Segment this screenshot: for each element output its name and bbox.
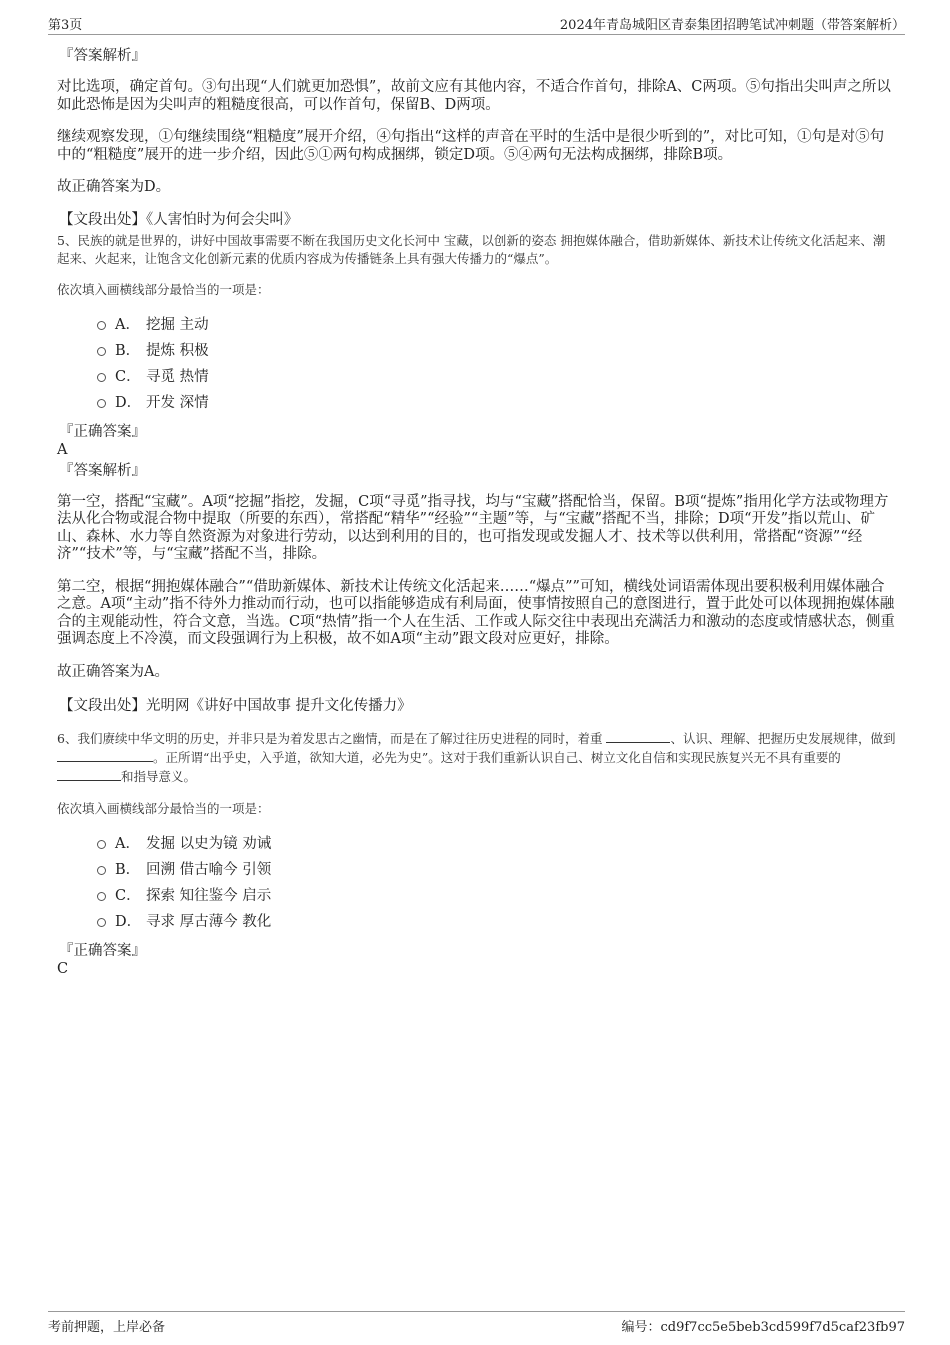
source-line: 【文段出处】光明网《讲好中国故事 提升文化传播力》	[59, 698, 412, 714]
question-5: 5、民族的就是世界的，讲好中国故事需要不断在我国历史文化长河中 宝藏，以创新的姿态 拥抱媒体融合，借助新媒体、新技术让传统文化活起来、潮起来、火起来，让饱含文化创新元素的优质内容成为传播链条上具有强大传播力的“爆点”。	[57, 232, 886, 266]
option-text: 开发 深情	[146, 394, 209, 411]
option-letter: C．	[115, 888, 141, 904]
correct-answer-label: 『正确答案』	[59, 423, 146, 440]
option-text: 寻觅 热情	[146, 368, 209, 385]
question-text: 。正所谓“出乎史，入乎道，欲知大道，必先为史”。这对于我们重新认识自己、树立文化自信和实现民族复兴无不具有重要的	[153, 750, 841, 765]
analysis-paragraph: 第一空，搭配“宝藏”。A项“挖掘”指挖，发掘，C项“寻觅”指寻找，均与“宝藏”搭配恰当，保留。B项“提炼”指用化学方法或物理方法从化合物或混合物中提取（所要的东西），常搭配“精华”“经验”“主题”等，与“宝藏”搭配不当，排除；D项“开发”指以荒山、矿山、森林、水力等自然资源为对象进行劳动，以达到利用的目的，也可指发现或发掘人才、技术等以供利用，常搭配“资源”“经济”“技术”等，与“宝藏”搭配不当，排除。	[57, 493, 889, 562]
radio-icon[interactable]	[97, 347, 106, 356]
correct-answer: C	[57, 961, 69, 977]
footer-slogan: 考前押题，上岸必备	[48, 1320, 166, 1335]
option-letter: A．	[115, 316, 140, 333]
question-prompt: 依次填入画横线部分最恰当的一项是：	[57, 801, 270, 816]
correct-answer-label: 『正确答案』	[59, 943, 146, 959]
q6-options	[57, 831, 897, 935]
answer-statement: 故正确答案为A。	[57, 663, 169, 680]
option-letter: C．	[115, 368, 141, 385]
option-text: 探索 知往鉴今 启示	[146, 888, 272, 904]
question-text: 6、我们赓续中华文明的历史，并非只是为着发思古之幽情，而是在了解过往历史进程的同时，着重	[57, 731, 603, 746]
analysis-label: 『答案解析』	[59, 462, 146, 479]
document-body	[57, 46, 897, 978]
question-text: 、认识、理解、把握历史发展规律，做到	[670, 731, 896, 746]
option-c[interactable]	[57, 883, 897, 909]
radio-icon[interactable]	[97, 399, 106, 408]
option-d[interactable]	[57, 390, 897, 416]
analysis-label: 『答案解析』	[59, 48, 146, 64]
analysis-paragraph: 对比选项，确定首句。③句出现“人们就更加恐惧”，故前文应有其他内容，不适合作首句，排除A、C两项。⑤句指出尖叫声之所以如此恐怖是因为尖叫声的粗糙度很高，可以作首句，保留B、D两项。	[57, 79, 891, 113]
page-number: 第3页	[48, 18, 83, 33]
q5-options	[57, 312, 897, 416]
analysis-paragraph: 继续观察发现，①句继续围绕“粗糙度”展开介绍，④句指出“这样的声音在平时的生活中是很少听到的”，对比可知，①句是对⑤句中的“粗糙度”展开的进一步介绍，因此⑤①两句构成捆绑，锁定D项。⑤④两句无法构成捆绑，排除B项。	[57, 129, 885, 163]
option-text: 回溯 借古喻今 引领	[146, 862, 272, 878]
option-text: 发掘 以史为镜 劝诫	[146, 836, 272, 852]
radio-icon[interactable]	[97, 892, 106, 901]
option-letter: B．	[115, 862, 141, 878]
radio-icon[interactable]	[97, 321, 106, 330]
document-id: 编号：cd9f7cc5e5beb3cd599f7d5caf23fb97	[621, 1320, 905, 1335]
page-footer	[48, 1311, 905, 1334]
option-a[interactable]	[57, 831, 897, 857]
option-b[interactable]	[57, 857, 897, 883]
radio-icon[interactable]	[97, 373, 106, 382]
blank-line	[57, 767, 121, 781]
option-text: 提炼 积极	[146, 342, 209, 359]
radio-icon[interactable]	[97, 866, 106, 875]
option-d[interactable]	[57, 909, 897, 935]
option-letter: D．	[115, 914, 142, 930]
option-text: 挖掘 主动	[146, 316, 209, 333]
radio-icon[interactable]	[97, 840, 106, 849]
question-prompt: 依次填入画横线部分最恰当的一项是：	[57, 281, 270, 297]
page-header	[48, 14, 905, 35]
option-b[interactable]	[57, 338, 897, 364]
blank-line	[606, 729, 670, 743]
option-letter: B．	[115, 342, 141, 359]
document-title: 2024年青岛城阳区青泰集团招聘笔试冲刺题（带答案解析）	[559, 18, 905, 33]
blank-line	[57, 748, 153, 762]
option-letter: A．	[115, 836, 140, 852]
question-text: 和指导意义。	[121, 769, 197, 784]
analysis-paragraph: 第二空，根据“拥抱媒体融合”“借助新媒体、新技术让传统文化活起来……“爆点””可知，横线处词语需体现出要积极利用媒体融合之意。A项“主动”指不待外力推动而行动，也可以指能够造成有利局面，使事情按照自己的意图进行，置于此处可以体现拥抱媒体融合的主观能动性，符合文意，当选。C项“热情”指一个人在生活、工作或人际交往中表现出充满活力和激动的态度或情感状态，侧重强调态度上不冷漠，而文段强调行为上积极，故不如A项“主动”跟文段对应更好，排除。	[57, 578, 895, 647]
source-line: 【文段出处】《人害怕时为何会尖叫》	[59, 211, 299, 228]
answer-statement: 故正确答案为D。	[57, 179, 171, 195]
option-letter: D．	[115, 394, 142, 411]
correct-answer: A	[57, 441, 68, 458]
radio-icon[interactable]	[97, 918, 106, 927]
option-c[interactable]	[57, 364, 897, 390]
option-text: 寻求 厚古薄今 教化	[146, 914, 272, 930]
question-6	[57, 729, 897, 786]
option-a[interactable]	[57, 312, 897, 338]
